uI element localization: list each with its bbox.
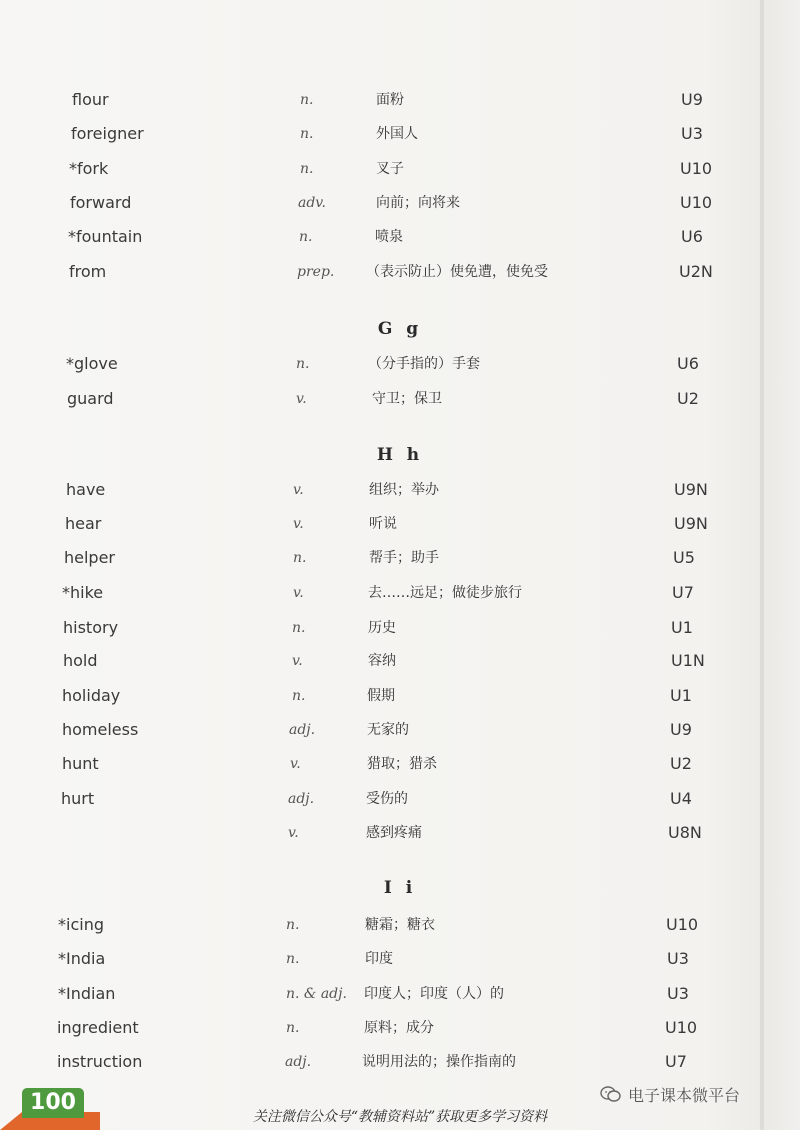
entry-pos: n. xyxy=(286,917,300,933)
entry-meaning: （表示防止）使免遭，使免受 xyxy=(366,264,548,280)
entry-meaning: 感到疼痛 xyxy=(366,825,422,841)
entry-word: *hike xyxy=(62,583,104,602)
entry-word: hear xyxy=(65,514,102,533)
entry-meaning: 印度人；印度（人）的 xyxy=(364,986,504,1002)
entry-word: homeless xyxy=(62,720,139,739)
entry-unit: U10 xyxy=(680,193,713,212)
entry-unit: U9N xyxy=(674,480,708,499)
entry-word: have xyxy=(66,480,106,499)
entry-row xyxy=(0,188,800,218)
entry-pos: n. xyxy=(296,356,310,372)
entry-row xyxy=(0,384,800,414)
entry-unit: U1N xyxy=(671,651,705,670)
entry-meaning: 帮手；助手 xyxy=(369,550,439,566)
entry-word: flour xyxy=(72,90,109,109)
entry-pos: n. xyxy=(293,550,307,566)
entry-unit: U1 xyxy=(671,618,693,637)
entry-meaning: 组织；举办 xyxy=(369,482,439,498)
entry-row xyxy=(0,1047,800,1077)
entry-row xyxy=(0,715,800,745)
entry-pos: v. xyxy=(288,825,299,841)
entry-unit: U3 xyxy=(667,949,689,968)
entry-word: *India xyxy=(58,949,106,968)
entry-unit: U7 xyxy=(672,583,694,602)
entry-pos: n. xyxy=(300,92,314,108)
entry-word: hold xyxy=(63,651,98,670)
entry-row xyxy=(0,613,800,643)
entry-pos: v. xyxy=(293,585,304,601)
entry-unit: U10 xyxy=(665,1018,698,1037)
entry-pos: v. xyxy=(293,516,304,532)
entry-unit: U5 xyxy=(673,548,695,567)
entry-pos: n. xyxy=(292,688,306,704)
entry-row xyxy=(0,910,800,940)
entry-row xyxy=(0,681,800,711)
watermark xyxy=(600,1080,740,1108)
entry-row xyxy=(0,509,800,539)
entry-word: *Indian xyxy=(58,984,116,1003)
entry-meaning: 印度 xyxy=(365,951,393,967)
entry-pos: n. xyxy=(286,1020,300,1036)
entry-pos: adj. xyxy=(289,722,316,738)
entry-pos: n. xyxy=(299,229,313,245)
entry-unit: U10 xyxy=(666,915,699,934)
entry-word: hunt xyxy=(62,754,99,773)
entry-meaning: 说明用法的；操作指南的 xyxy=(362,1054,516,1070)
entry-pos: v. xyxy=(293,482,304,498)
entry-meaning: 向前；向将来 xyxy=(376,195,460,211)
section-letter-heading: H h xyxy=(376,445,424,465)
entry-unit: U3 xyxy=(667,984,689,1003)
entry-row xyxy=(0,154,800,184)
entry-unit: U9N xyxy=(674,514,708,533)
entry-meaning: 去……远足；做徒步旅行 xyxy=(368,585,522,601)
entry-pos: n. xyxy=(300,161,314,177)
entry-unit: U2 xyxy=(670,754,692,773)
entry-row xyxy=(0,85,800,115)
entry-row xyxy=(0,578,800,608)
entry-unit: U6 xyxy=(681,227,703,246)
entry-row xyxy=(0,222,800,252)
wechat-icon xyxy=(600,1085,622,1103)
entry-pos: v. xyxy=(290,756,301,772)
entry-pos: v. xyxy=(292,653,303,669)
footer-notice: 关注微信公众号“教辅资料站”获取更多学习资料 xyxy=(252,1109,548,1125)
entry-pos: n. xyxy=(286,951,300,967)
entry-row xyxy=(0,349,800,379)
entry-meaning: 假期 xyxy=(367,688,395,704)
entry-unit: U9 xyxy=(681,90,703,109)
entry-meaning: 容纳 xyxy=(368,653,396,669)
entry-pos: adj. xyxy=(285,1054,312,1070)
entry-unit: U1 xyxy=(670,686,692,705)
entry-word: *glove xyxy=(66,354,118,373)
entry-word: foreigner xyxy=(71,124,144,143)
entry-meaning: 糖霜；糖衣 xyxy=(365,917,435,933)
entry-meaning: 守卫；保卫 xyxy=(372,391,442,407)
entry-meaning: 猎取；猎杀 xyxy=(367,756,437,772)
entry-word: history xyxy=(63,618,119,637)
entry-meaning: 原料；成分 xyxy=(364,1020,434,1036)
entry-word: ingredient xyxy=(57,1018,139,1037)
entry-unit: U2N xyxy=(679,262,713,281)
entry-pos: n. xyxy=(292,620,306,636)
entry-pos: n. xyxy=(300,126,314,142)
entry-word: *fork xyxy=(69,159,109,178)
entry-meaning: 叉子 xyxy=(376,161,404,177)
entry-word: guard xyxy=(67,389,114,408)
entry-row xyxy=(0,1013,800,1043)
entry-unit: U2 xyxy=(677,389,699,408)
entry-pos: adv. xyxy=(298,195,327,211)
entry-unit: U7 xyxy=(665,1052,687,1071)
entry-pos: n. & adj. xyxy=(286,986,347,1002)
watermark-text: 电子课本微平台 xyxy=(628,1085,741,1105)
entry-pos: v. xyxy=(296,391,307,407)
entry-meaning: 外国人 xyxy=(376,126,418,142)
entry-meaning: 无家的 xyxy=(367,722,409,738)
entry-unit: U6 xyxy=(677,354,699,373)
page-number: 100 xyxy=(22,1088,84,1118)
entry-unit: U3 xyxy=(681,124,703,143)
section-letter-heading: G g xyxy=(377,319,423,339)
entry-meaning: 受伤的 xyxy=(366,791,408,807)
entry-meaning: 历史 xyxy=(368,620,396,636)
entry-pos: adj. xyxy=(288,791,315,807)
entry-row xyxy=(0,119,800,149)
entry-word: forward xyxy=(70,193,132,212)
entry-row xyxy=(0,646,800,676)
entry-unit: U8N xyxy=(668,823,702,842)
entry-row xyxy=(0,944,800,974)
entry-word: *fountain xyxy=(68,227,143,246)
entry-row xyxy=(0,543,800,573)
entry-pos: prep. xyxy=(297,264,335,280)
entry-word: *icing xyxy=(58,915,104,934)
entry-row xyxy=(0,749,800,779)
entry-meaning: 面粉 xyxy=(376,92,404,108)
entry-word: holiday xyxy=(62,686,121,705)
entry-meaning: 喷泉 xyxy=(375,229,403,245)
entry-word: instruction xyxy=(57,1052,143,1071)
entry-word: hurt xyxy=(61,789,95,808)
section-letter-heading: I i xyxy=(383,878,417,898)
entry-unit: U10 xyxy=(680,159,713,178)
entry-row xyxy=(0,979,800,1009)
entry-word: helper xyxy=(64,548,116,567)
entry-row xyxy=(0,784,800,814)
entry-row xyxy=(0,818,800,848)
entry-meaning: （分手指的）手套 xyxy=(368,356,480,372)
entry-row xyxy=(0,257,800,287)
entry-unit: U4 xyxy=(670,789,692,808)
entry-row xyxy=(0,475,800,505)
entry-meaning: 听说 xyxy=(369,516,397,532)
entry-word: from xyxy=(69,262,107,281)
entry-unit: U9 xyxy=(670,720,692,739)
